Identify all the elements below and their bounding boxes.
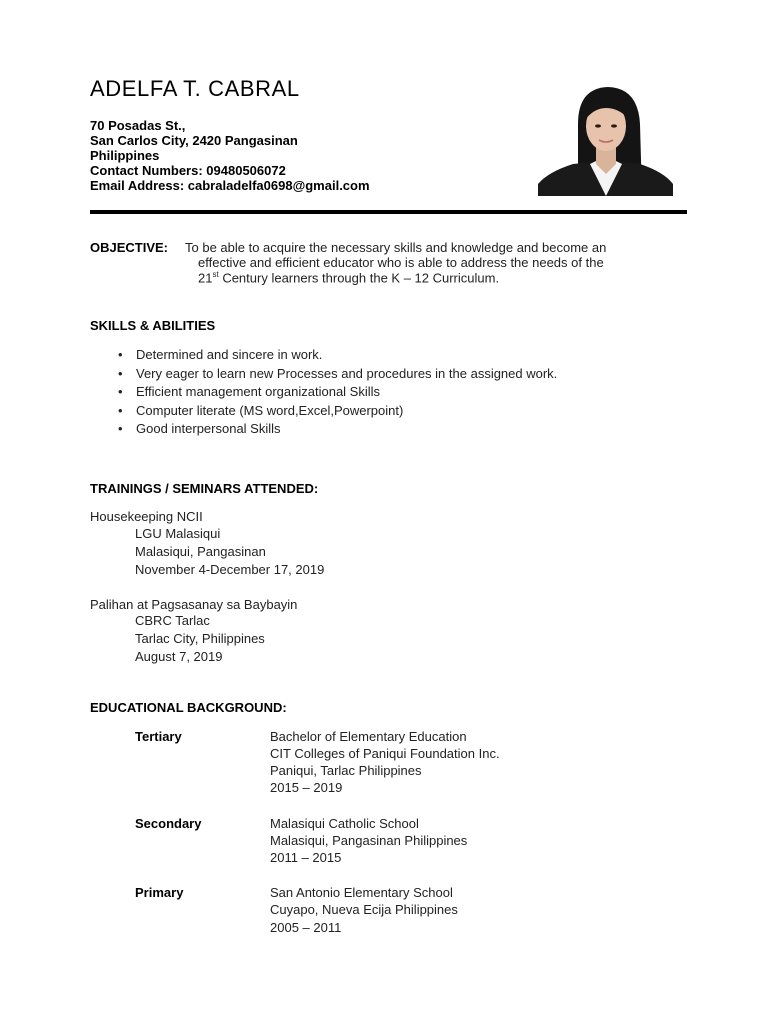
training-place: Malasiqui, Pangasinan <box>135 544 266 559</box>
email-address: Email Address: cabraladelfa0698@gmail.com <box>90 178 370 193</box>
header-divider <box>90 210 687 214</box>
skills-heading: SKILLS & ABILITIES <box>90 318 216 333</box>
education-heading: EDUCATIONAL BACKGROUND: <box>90 700 287 715</box>
education-level: Secondary <box>135 816 202 831</box>
profile-photo <box>538 84 673 196</box>
training-date: November 4-December 17, 2019 <box>135 562 325 577</box>
education-level: Tertiary <box>135 729 182 744</box>
objective-label: OBJECTIVE: <box>90 240 169 255</box>
address-line-3: Philippines <box>90 148 160 163</box>
list-item: • Determined and sincere in work. <box>118 346 557 365</box>
bullet-icon: • <box>118 402 123 418</box>
bullet-icon: • <box>118 365 123 381</box>
education-detail: San Antonio Elementary School <box>270 885 453 900</box>
bullet-icon: • <box>118 347 123 362</box>
objective-text-line: effective and efficient educator who is able to address the needs of the <box>198 255 604 270</box>
training-place: Tarlac City, Philippines <box>135 631 265 646</box>
bullet-icon: • <box>118 421 123 436</box>
education-level: Primary <box>135 885 184 900</box>
education-detail: Malasiqui Catholic School <box>270 816 419 831</box>
trainings-heading: TRAININGS / SEMINARS ATTENDED: <box>90 481 319 496</box>
address-line-1: 70 Posadas St., <box>90 118 186 133</box>
education-detail: Cuyapo, Nueva Ecija Philippines <box>270 902 458 917</box>
list-item: • Efficient management organizational Skills <box>118 383 557 402</box>
contact-block <box>90 118 370 193</box>
skills-list <box>118 346 557 439</box>
education-detail: 2015 – 2019 <box>270 780 343 795</box>
education-detail: Bachelor of Elementary Education <box>270 729 467 744</box>
training-title: Palihan at Pagsasanay sa Baybayin <box>90 597 298 612</box>
training-organizer: LGU Malasiqui <box>135 526 221 541</box>
education-detail: Malasiqui, Pangasinan Philippines <box>270 833 468 848</box>
training-date: August 7, 2019 <box>135 649 223 664</box>
training-title: Housekeeping NCII <box>90 509 203 524</box>
education-detail: Paniqui, Tarlac Philippines <box>270 763 422 778</box>
address-line-2: San Carlos City, 2420 Pangasinan <box>90 133 298 148</box>
contact-number: Contact Numbers: 09480506072 <box>90 163 286 178</box>
list-item: • Computer literate (MS word,Excel,Powerpoint) <box>118 402 557 421</box>
bullet-icon: • <box>118 384 123 399</box>
applicant-name: ADELFA T. CABRAL <box>90 76 300 101</box>
list-item: • Very eager to learn new Processes and procedures in the assigned work. <box>118 365 557 384</box>
education-detail: 2005 – 2011 <box>270 920 342 935</box>
education-detail: CIT Colleges of Paniqui Foundation Inc. <box>270 746 500 761</box>
training-organizer: CBRC Tarlac <box>135 613 210 628</box>
education-detail: 2011 – 2015 <box>270 850 342 865</box>
objective-text-line: To be able to acquire the necessary skills and knowledge and become an <box>185 240 607 255</box>
list-item: • Good interpersonal Skills <box>118 420 557 439</box>
objective-text-line: 21st Century learners through the K – 12 Curriculum. <box>198 270 500 286</box>
